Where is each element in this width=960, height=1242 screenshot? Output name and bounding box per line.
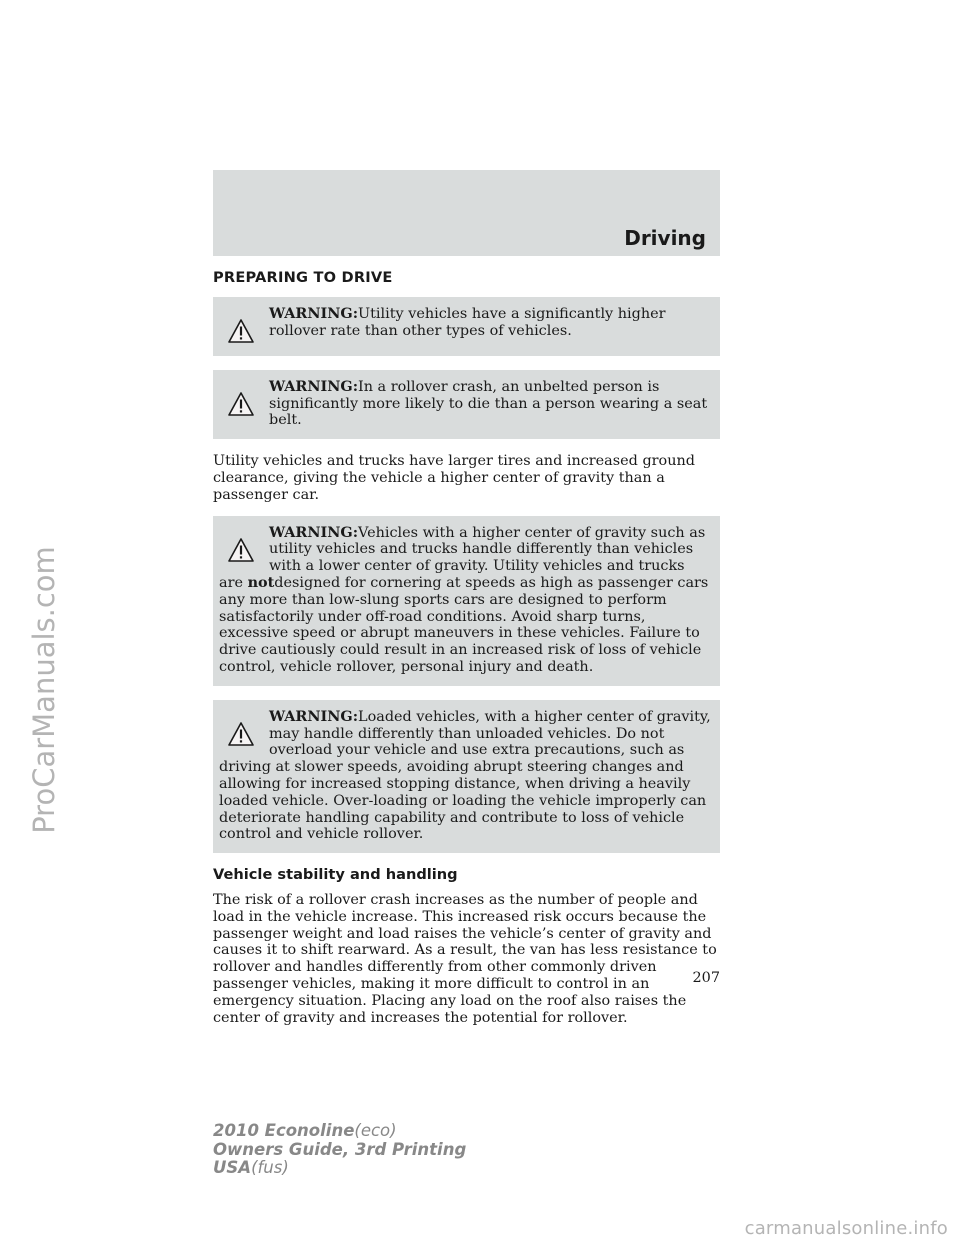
footer-line-2: Owners Guide, 3rd Printing: [213, 1139, 467, 1159]
body-paragraph: The risk of a rollover crash increases as the number of people and load in the vehicle increase. This increased risk occurs because the passenger weight and load raises the vehicle’s center of gravity and causes it to shift rearward. As a result, the van has less resistance to rollover and handles differently from other commonly driven passenger vehicles, making it more difficult to control in an emergency situation. Placing any load on the roof also raises the center of gravity and increases the potential for rollover.: [213, 891, 717, 1026]
warning-label: WARNING:: [269, 523, 359, 541]
footer-line-1: [213, 1122, 466, 1141]
warning-label: WARNING:: [269, 377, 359, 395]
warning-triangle-icon: [227, 318, 255, 344]
warning-box-2: [213, 370, 720, 439]
warning-box-4: [213, 700, 720, 853]
footer-model-code: (eco): [354, 1121, 397, 1140]
warning-triangle-icon: [227, 391, 255, 417]
footer-market: USA: [213, 1158, 252, 1177]
warning-box-3: [213, 516, 720, 686]
warning-triangle-icon: [227, 721, 255, 747]
footer-market-code: (fus): [251, 1158, 289, 1177]
section-subheading: Vehicle stability and handling: [213, 866, 458, 884]
warning-text: Utility vehicles have a significantly higher rollover rate than other types of vehicles.: [269, 305, 666, 339]
warning-label: WARNING:: [269, 304, 359, 322]
section-header: [213, 170, 720, 256]
side-watermark-text: ProCarManuals.com: [27, 546, 61, 834]
warning-text: In a rollover crash, an unbelted person is significantly more likely to die than a person wearing a seat belt.: [269, 378, 708, 429]
warning-text-part: designed for cornering at speeds as high as passenger cars any more than low-slung sports cars are designed to perform satisfactorily under off-road conditions. Avoid sharp turns, excessive speed or abrupt maneuvers in these vehicles. Failure to drive cautiously could result in an increased risk of loss of vehicle control, vehicle rollover, personal injury and death.: [219, 574, 709, 675]
footer-line-3: [213, 1159, 466, 1178]
body-paragraph: Utility vehicles and trucks have larger tires and increased ground clearance, giving the vehicle a higher center of gravity than a passenger car.: [213, 453, 695, 503]
footer-model: 2010 Econoline: [213, 1121, 355, 1140]
page-number: 207: [692, 970, 720, 986]
page-heading: PREPARING TO DRIVE: [213, 269, 393, 286]
bottom-watermark: carmanualsonline.info: [744, 1218, 948, 1239]
warning-box-1: [213, 297, 720, 356]
warning-label: WARNING:: [269, 707, 359, 725]
warning-text: Loaded vehicles, with a higher center of gravity, may handle differently than unloaded vehicles. Do not overload your vehicle and use extra precautions, such as driving at slower speeds, avoiding abrupt steering changes and allowing for increased stopping distance, when driving a heavily loaded vehicle. Over-loading or loading the vehicle improperly can deteriorate handling capability and contribute to loss of vehicle control and vehicle rollover.: [219, 708, 711, 843]
warning-text-part: Vehicles with a higher center of gravity such as utility vehicles and trucks handle differently than vehicles with a lower center of gravity. Utility vehicles and trucks are: [219, 524, 706, 591]
warning-triangle-icon: [227, 537, 255, 563]
warning-emphasis: not: [247, 573, 275, 591]
section-label: Driving: [624, 226, 706, 250]
page-content: [213, 270, 720, 1038]
side-watermark: [0, 0, 70, 1242]
document-footer: [213, 1122, 466, 1178]
